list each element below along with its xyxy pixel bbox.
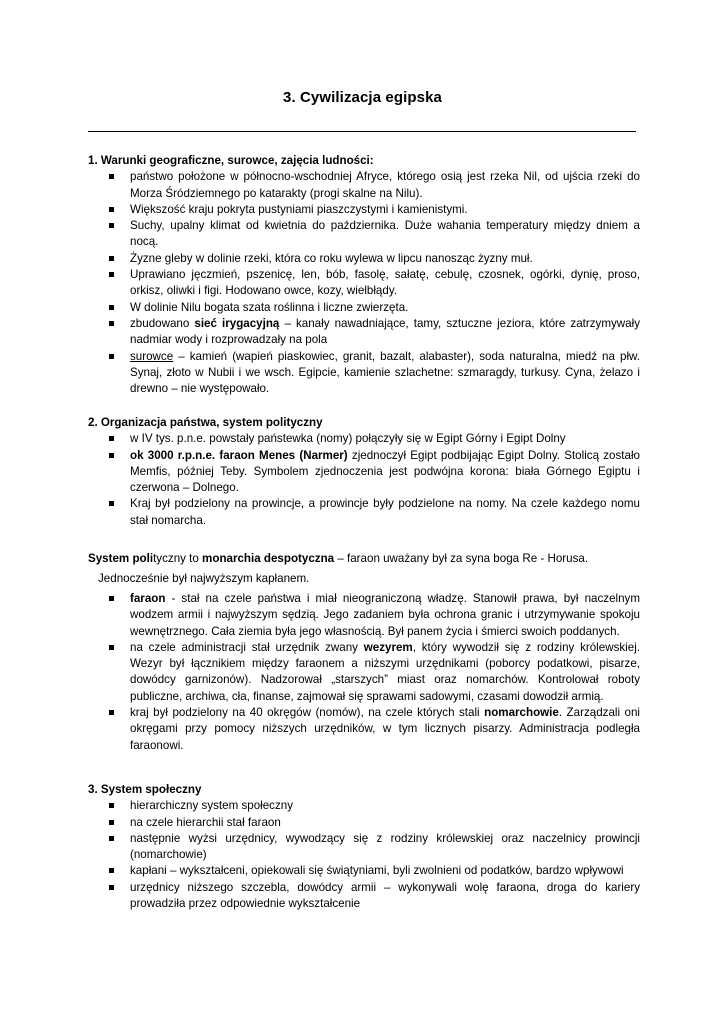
list-item: Uprawiano jęczmień, pszenicę, len, bób, fasolę, sałatę, cebulę, czosnek, ogórki, dynię, proso, orkisz, oliwki i figi. Hodowano owce, kozy, wielbłądy.	[88, 267, 640, 300]
section-heading: 2. Organizacja państwa, system polityczny	[88, 416, 323, 429]
list-item: na czele administracji stał urzędnik zwany wezyrem, który wywodził się z rodziny królewskiej. Wezyr był łącznikiem między faraonem a niższymi urzędnikami (poborcy podatkowi, pisarze, dowódcy garnizonów). Nadzorował „starszych” miast oraz nomarchów. Kontrolował roboty publiczne, archiwa, cła, finanse, zajmował się sprawami sadowymi, czasami dowodził armią.	[88, 640, 640, 705]
underlined-term: surowce	[130, 349, 174, 363]
bullet-icon	[109, 256, 114, 261]
list-item: surowce – kamień (wapień piaskowiec, granit, bazalt, alabaster), soda naturalna, miedź na płw. Synaj, złoto w Nubii i we wsch. Egipcie, kamienie szlachetne: szmaragdy, turkusy. Cyna, żelazo i drewno – nie występowało.	[88, 349, 640, 398]
bullet-icon	[109, 321, 114, 326]
bullet-icon	[109, 453, 114, 458]
bullet-icon	[109, 436, 114, 441]
list-item: następnie wyżsi urzędnicy, wywodzący się z rodziny królewskiej oraz naczelnicy prowincji (nomarchowie)	[88, 831, 640, 864]
bullet-icon	[109, 223, 114, 228]
title-divider	[88, 131, 636, 132]
bold-term: nomarchowie	[484, 706, 559, 720]
list-item: hierarchiczny system społeczny	[88, 798, 640, 814]
bullet-icon	[109, 885, 114, 890]
list-item: ok 3000 r.p.n.e. faraon Menes (Narmer) zjednoczył Egipt podbijając Egipt Dolny. Stolicą zostało Memfis, później Teby. Symbolem zjednoczenia jest podwójna korona: biała Górnego Egiptu i czerwona – Dolnego.	[88, 448, 640, 497]
bullet-icon	[109, 868, 114, 873]
section-state-organization	[88, 415, 640, 529]
bold-term: sieć irygacyjną	[194, 316, 280, 330]
bullet-icon	[109, 174, 114, 179]
bullet-list	[88, 798, 640, 912]
list-item: faraon - stał na czele państwa i miał nieograniczoną władzę. Stanowił prawa, był naczelnym wodzem armii i najwyższym sędzią. Jego zadaniem była ochrona granic i utrzymywanie spokoju wewnętrznego. Cała ziemia była jego własnością. Był panem życia i śmierci swoich poddanych.	[88, 591, 640, 640]
bullet-icon	[109, 354, 114, 359]
bullet-icon	[109, 645, 114, 650]
bold-term: ok 3000 r.p.n.e. faraon Menes (Narmer)	[130, 448, 348, 462]
bullet-icon	[109, 305, 114, 310]
intro-paragraph: System polityczny to monarchia despotyczna – faraon uważany był za syna boga Re - Horusa. Jednocześnie był najwyższym kapłanem.	[88, 552, 589, 585]
list-item: na czele hierarchii stał faraon	[88, 815, 640, 831]
bold-term: monarchia despotyczna	[202, 552, 335, 565]
list-item: urzędnicy niższego szczebla, dowódcy armii – wykonywali wolę faraona, droga do kariery prowadziła przez odpowiednie wykształcenie	[88, 880, 640, 913]
bullet-icon	[109, 820, 114, 825]
section-heading: 3. System społeczny	[88, 783, 202, 796]
list-item: w IV tys. p.n.e. powstały państewka (nomy) połączyły się w Egipt Górny i Egipt Dolny	[88, 431, 640, 447]
bold-term: wezyrem	[363, 640, 413, 654]
bullet-icon	[109, 710, 114, 715]
list-item: Kraj był podzielony na prowincje, a prowincje były podzielone na nomy. Na czele każdego nomu stał nomarcha.	[88, 496, 640, 529]
list-item: W dolinie Nilu bogata szata roślinna i liczne zwierzęta.	[88, 300, 640, 316]
list-item: państwo położone w północno-wschodniej Afryce, którego osią jest rzeka Nil, od ujścia rzeki do Morza Śródziemnego po katarakty (progi skalne na Nilu).	[88, 169, 640, 202]
bullet-icon	[109, 803, 114, 808]
bullet-icon	[109, 596, 114, 601]
bullet-icon	[109, 836, 114, 841]
section-political-system	[88, 549, 640, 754]
section-heading: 1. Warunki geograficzne, surowce, zajęcia ludności:	[88, 154, 374, 167]
list-item: Większość kraju pokryta pustyniami piaszczystymi i kamienistymi.	[88, 202, 640, 218]
list-item: Żyzne gleby w dolinie rzeki, która co roku wylewa w lipcu nanosząc żyzny muł.	[88, 251, 640, 267]
list-item: kraj był podzielony na 40 okręgów (nomów), na czele których stali nomarchowie. Zarządzali oni okręgami przy pomocy niższych urzędników, w tym licznych pisarzy. Administracja podległa faraonowi.	[88, 705, 640, 754]
bullet-list	[88, 591, 640, 754]
bullet-list	[88, 169, 640, 397]
bullet-list	[88, 431, 640, 529]
page-title: 3. Cywilizacja egipska	[283, 89, 442, 106]
bullet-icon	[109, 501, 114, 506]
list-item: Suchy, upalny klimat od kwietnia do października. Duże wahania temperatury między dniem a nocą.	[88, 218, 640, 251]
list-item: zbudowano sieć irygacyjną – kanały nawadniające, tamy, sztuczne jeziora, które zatrzymywały nadmiar wody i rozprowadzały na pola	[88, 316, 640, 349]
section-social-system	[88, 782, 640, 912]
section-geography	[88, 153, 640, 397]
bullet-icon	[109, 207, 114, 212]
bold-term: faraon	[130, 592, 166, 605]
bullet-icon	[109, 272, 114, 277]
list-item: kapłani – wykształceni, opiekowali się świątyniami, byli zwolnieni od podatków, bardzo wpływowi	[88, 863, 640, 879]
